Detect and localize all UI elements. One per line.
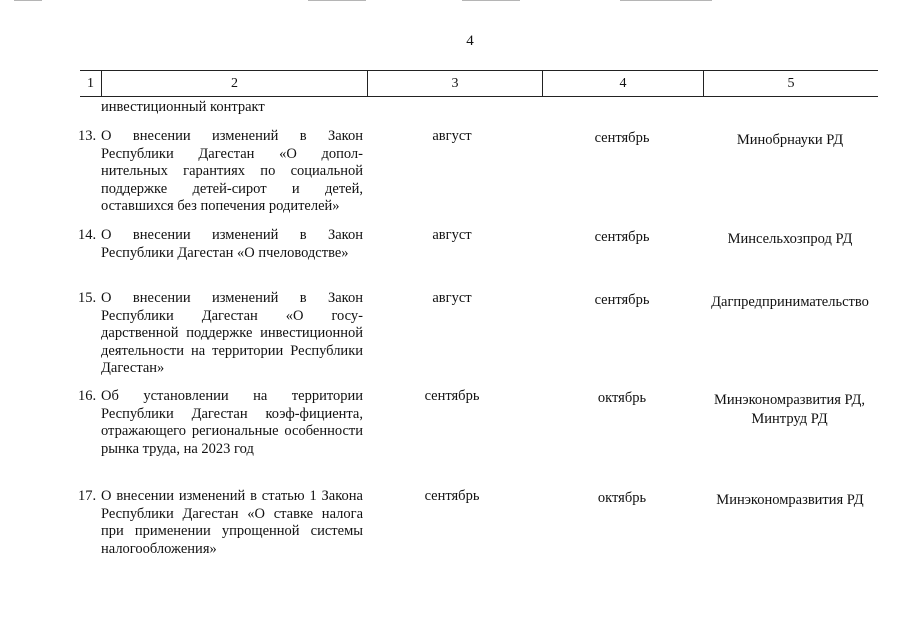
row-title: О внесении изменений в Закон Республики Дагестан «О госу-дарственной поддержке инвестиционной деятельности на территории Республики Дагестан» bbox=[101, 290, 363, 377]
column-header-5: 5 bbox=[703, 71, 878, 96]
row-number: 15. bbox=[78, 290, 97, 306]
row-start-month: август bbox=[432, 290, 472, 306]
row-title: Об установлении на территории Республики Дагестан коэф-фициента, отражающего региональные особенности рынка труда, на 2023 год bbox=[101, 388, 363, 457]
row-number: 17. bbox=[78, 488, 97, 504]
table-header bbox=[80, 70, 878, 97]
scan-mark bbox=[308, 0, 366, 1]
scan-mark bbox=[620, 0, 712, 1]
column-header-3: 3 bbox=[367, 71, 542, 96]
row-title: О внесении изменений в статью 1 Закона Республики Дагестан «О ставке налога при применении упрощенной системы налогообложения» bbox=[101, 488, 363, 557]
row-start-month: август bbox=[432, 227, 472, 243]
row-start-month: сентябрь bbox=[424, 388, 480, 404]
row-start-month: август bbox=[432, 128, 472, 144]
row-end-month: октябрь bbox=[597, 390, 647, 406]
row-end-month: сентябрь bbox=[594, 229, 650, 245]
column-header-4: 4 bbox=[542, 71, 703, 96]
row-number: 14. bbox=[78, 227, 97, 243]
row-number: 13. bbox=[78, 128, 97, 144]
row-end-month: октябрь bbox=[597, 490, 647, 506]
row-responsible: Дагпредпринимательство bbox=[711, 294, 869, 310]
row-end-month: сентябрь bbox=[594, 292, 650, 308]
continuation-text: инвестиционный контракт bbox=[101, 99, 265, 115]
scan-mark bbox=[462, 0, 520, 1]
row-responsible: Минэкономразвития РД, Минтруд РД bbox=[713, 392, 865, 427]
row-end-month: сентябрь bbox=[594, 130, 650, 146]
column-header-1: 1 bbox=[87, 76, 94, 91]
row-title: О внесении изменений в Закон Республики Дагестан «О пчеловодстве» bbox=[101, 227, 363, 261]
row-number: 16. bbox=[78, 388, 97, 404]
page-number: 4 bbox=[466, 33, 474, 49]
column-header-2: 2 bbox=[101, 71, 367, 96]
row-start-month: сентябрь bbox=[424, 488, 480, 504]
row-responsible: Минсельхозпрод РД bbox=[727, 231, 853, 247]
row-responsible: Минэкономразвития РД bbox=[716, 492, 864, 508]
row-responsible: Минобрнауки РД bbox=[736, 132, 844, 148]
scan-mark bbox=[14, 0, 42, 1]
row-title: О внесении изменений в Закон Республики Дагестан «О допол-нительных гарантиях по социальной поддержке детей-сирот и детей, оставшихся без попечения родителей» bbox=[101, 128, 363, 215]
